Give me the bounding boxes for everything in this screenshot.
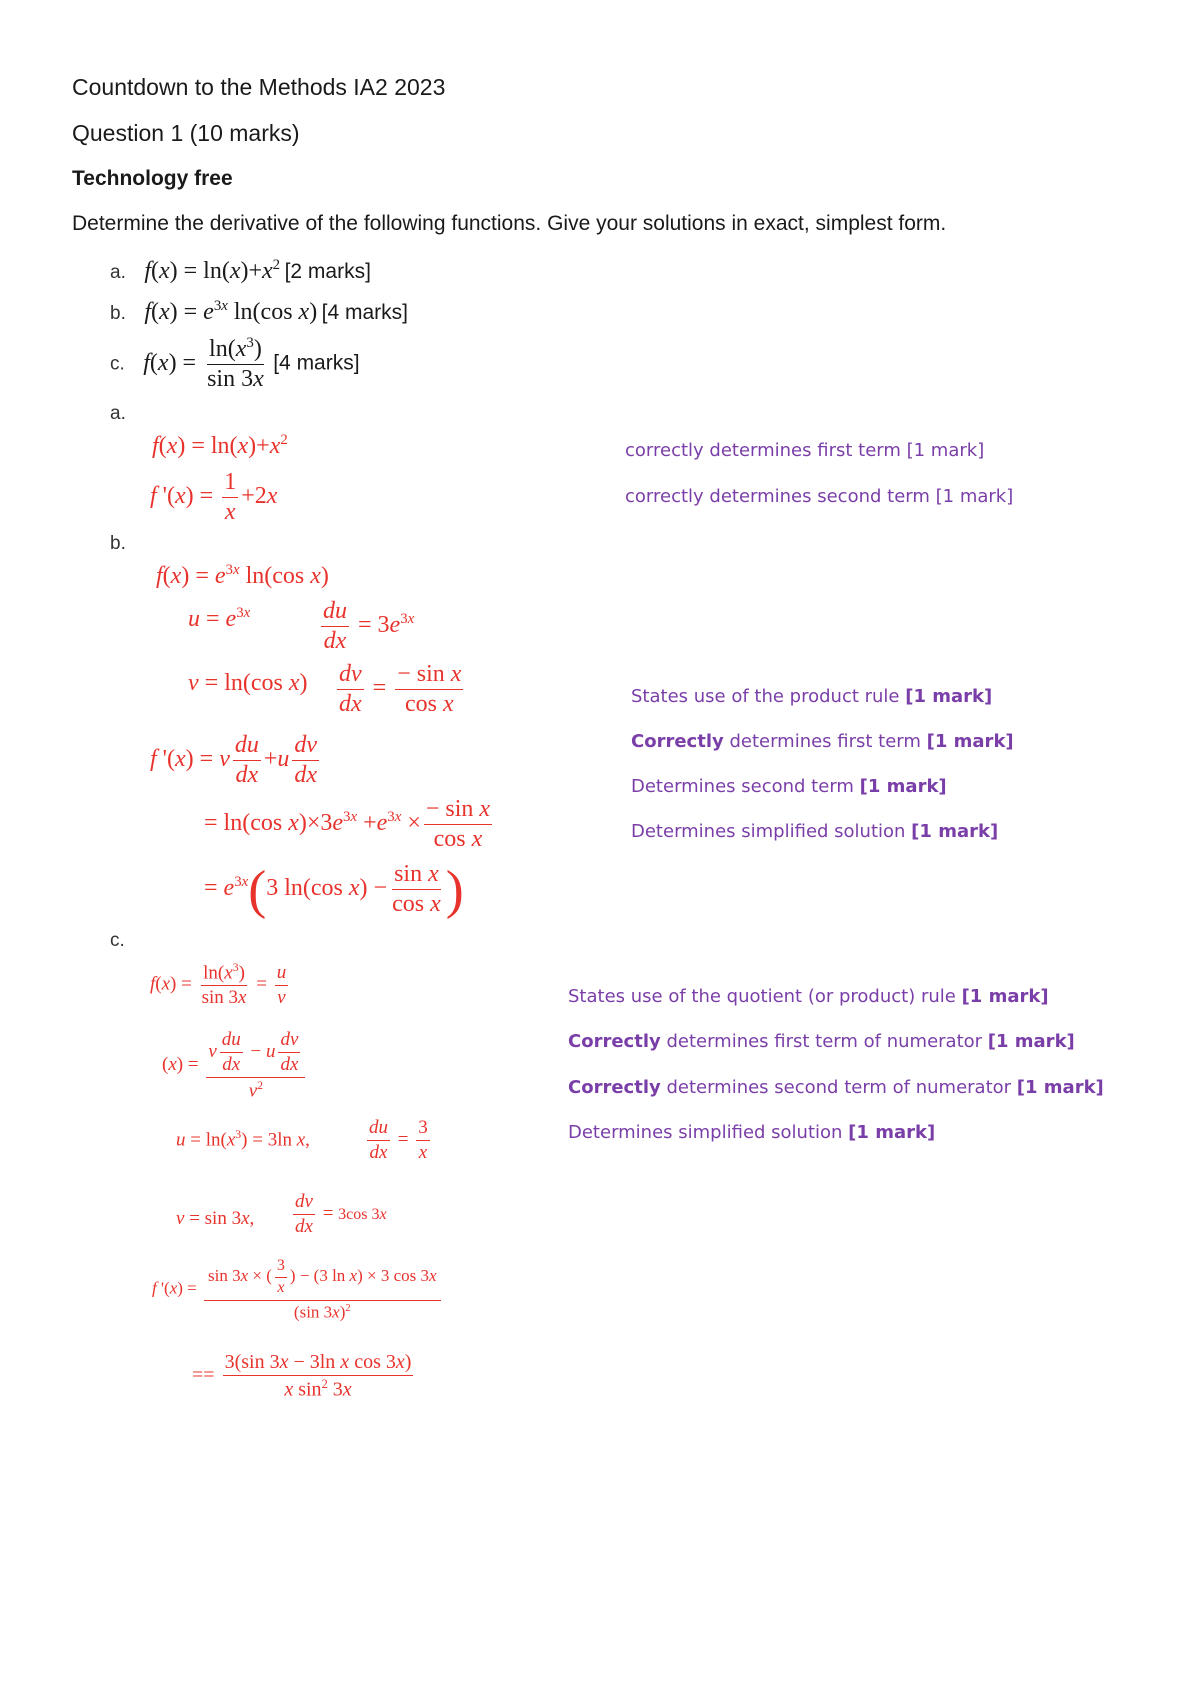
instruction-text: Determine the derivative of the following functions. Give your solutions in exact, simplest form. (72, 212, 947, 235)
solution-c-u: $u = \ln(x^3) = 3\ln$ x, (176, 1128, 310, 1151)
question-heading: Question 1 (10 marks) (72, 120, 300, 146)
question-a-label: a. (110, 262, 126, 283)
note-b-simplified: Determines simplified solution [1 mark] (631, 821, 999, 842)
solution-a-line2: f '(x) = $\frac{1}{x}$ +2x (150, 469, 278, 526)
question-b-label: b. (110, 303, 126, 324)
solution-a-label: a. (110, 403, 126, 424)
note-c-second-term: Correctly determines second term of numerator [1 mark] (568, 1077, 1104, 1098)
note-a-second-term: correctly determines second term [1 mark] (625, 486, 1014, 507)
note-c-simplified: Determines simplified solution [1 mark] (568, 1122, 936, 1143)
question-b: b. $f(x) = e^{3x}$ ln(cos x) [4 marks] (110, 298, 408, 325)
note-b-product-rule: States use of the product rule [1 mark] (631, 686, 993, 707)
page-title: Countdown to the Methods IA2 2023 (72, 74, 446, 100)
note-c-quotient-rule: States use of the quotient (or product) rule [1 mark] (568, 986, 1049, 1007)
solution-c-simplified: == $\frac{\text{3(sin 3x − 3ln x cos 3x)}}{x \sin^2 3x}$ (192, 1351, 412, 1401)
question-a-marks: [2 marks] (284, 260, 371, 283)
solution-b-substituted: = ln(cos $x)\times 3e^{3x} +e^{3x}$ × $\frac{\text{− sin x}}{\text{cos x}}$ (204, 796, 491, 853)
solution-b-product-rule: f '(x) = v $\frac{du}{dx}$ +u $\frac{dv}{dx}$ (150, 732, 318, 789)
solution-c-v: v = sin 3x, (176, 1208, 255, 1229)
section-heading: Technology free (72, 167, 233, 190)
solution-c-line1: f(x) = $\frac{\ln(x^3)}{\sin 3x}$ = $\frac{u}{v}$ (150, 961, 287, 1009)
solution-c-du: $\frac{du}{dx}$ = $\frac{3}{x}$ (369, 1117, 428, 1163)
note-a-first-term: correctly determines first term [1 mark] (625, 440, 985, 461)
solution-c-dv: $\frac{dv}{dx}$ = 3cos 3x (295, 1191, 387, 1237)
question-c-label: c. (110, 353, 125, 375)
question-a: a. $f(x) = \ln(x)+x^2$ [2 marks] (110, 257, 371, 284)
solution-b-label: b. (110, 533, 126, 554)
note-b-second-term: Determines second term [1 mark] (631, 776, 947, 797)
solution-b-u: $u = e^{3x}$ (188, 605, 251, 632)
question-c-marks: [4 marks] (273, 351, 360, 375)
question-b-marks: [4 marks] (321, 301, 408, 324)
note-b-first-term: Correctly determines first term [1 mark] (631, 731, 1014, 752)
solution-c-quotient-rule: (x) = v $\frac{du}{dx}$ − u $\frac{dv}{dx}$ $v^2$ (162, 1030, 308, 1101)
solution-b-v: v = ln(cos x) (188, 670, 308, 696)
solution-c-label: c. (110, 930, 125, 951)
solution-b-simplified: = $e^{3x}(3$ ln(cos x) − $\frac{\text{sin x}}{\text{cos x}}$ ) (204, 859, 464, 920)
question-c: c. f(x) = $\frac{\ln(x^3)}{\sin 3x}$ [4 marks] (110, 335, 360, 393)
solution-a-line1: $f(x) = \ln(x)+x^2$ (152, 432, 288, 459)
note-c-first-term: Correctly determines first term of numerator [1 mark] (568, 1031, 1075, 1052)
solution-c-substituted: f '(x) = sin 3x × ( $\frac{3}{x}$ ) − (3 ln x) × 3 cos 3x (sin 3x)$^2$ (152, 1258, 444, 1321)
solution-b-line1: $f(x) = e^{3x}$ ln(cos x) (156, 562, 329, 589)
solution-b-du: $\frac{du}{dx}$ = $3e^{3x}$ (323, 598, 415, 655)
solution-b-dv: $\frac{dv}{dx}$ = $\frac{\text{− sin x}}{\text{cos x}}$ (339, 661, 462, 718)
